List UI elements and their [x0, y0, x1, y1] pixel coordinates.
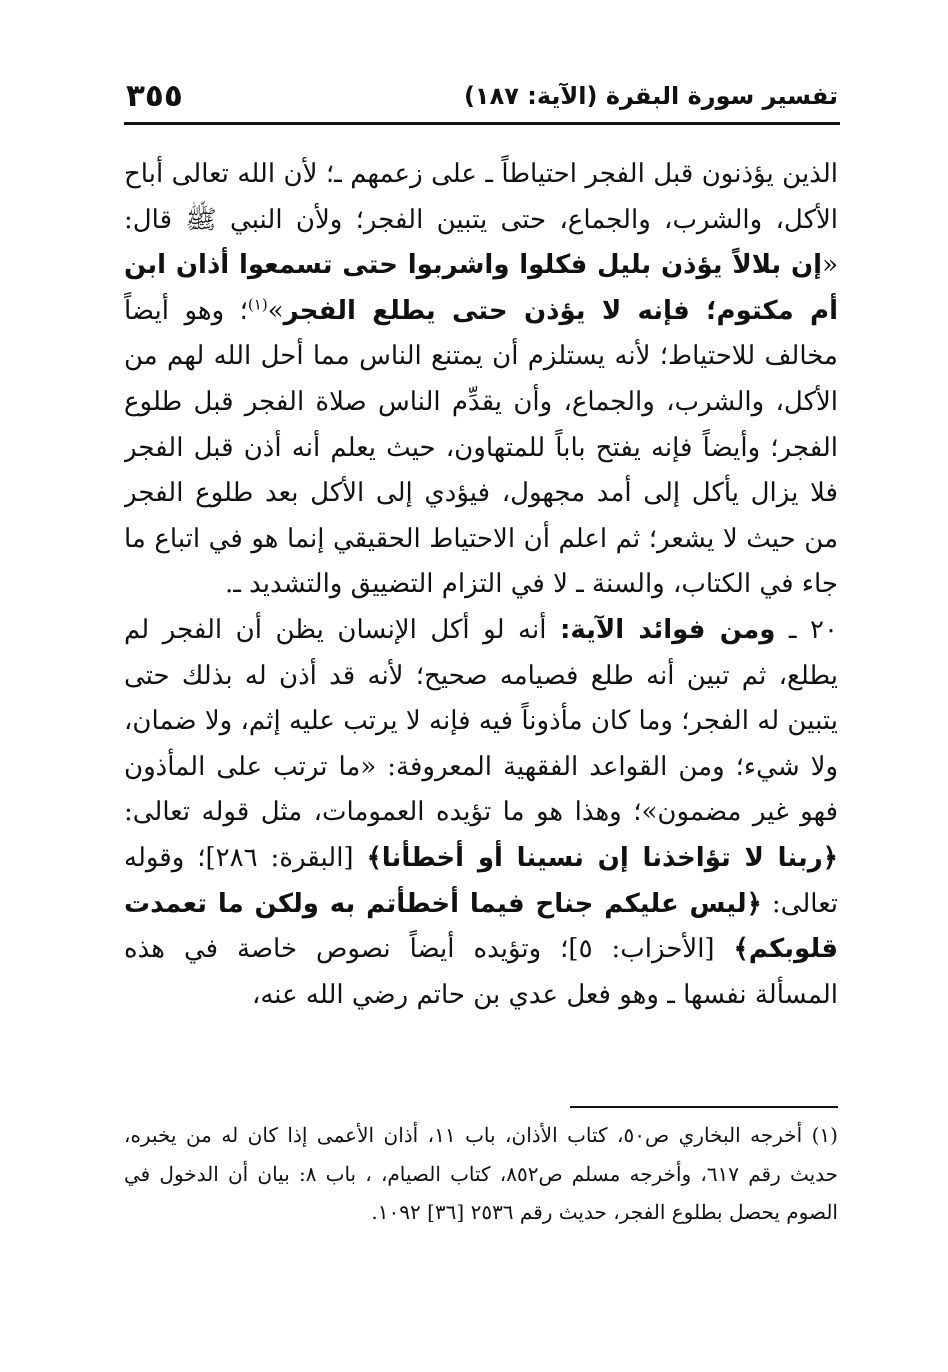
header-rule	[124, 122, 840, 125]
footnote	[124, 1116, 838, 1316]
paragraph-1	[124, 152, 838, 608]
page-number: ٣٥٥	[126, 78, 183, 114]
footnote-rule	[570, 1106, 838, 1108]
item-heading: ومن فوائد الآية:	[559, 614, 776, 645]
quran-verse-1: ﴿ربنا لا تؤاخذنا إن نسينا أو أخطأنا﴾	[366, 842, 838, 873]
hadith-quote: إن بلالاً يؤذن بليل فكلوا واشربوا حتى تسمعوا أذان ابن أم مكتوم؛ فإنه لا يؤذن حتى يطلع الفجر	[124, 250, 838, 326]
paragraph-2-citation-1: [البقرة: ٢٨٦]؛ وقوله تعالى:	[124, 842, 838, 919]
running-title: تفسير سورة البقرة (الآية: ١٨٧)	[463, 82, 838, 110]
paragraph-1-text: الذين يؤذنون قبل الفجر احتياطاً ـ على زعمهم ـ؛ لأن الله تعالى أباح الأكل، والشرب، والجماع، حتى يتبين الفجر؛ ولأن النبي ﷺ قال: «	[124, 159, 838, 281]
footnote-text: (١) أخرجه البخاري ص٥٠، كتاب الأذان، باب ١١، أذان الأعمى إذا كان له من يخبره، حديث رقم ٦١٧، وأخرجه مسلم ص٨٥٢، كتاب الصيام، ، باب ٨: بيان أن الدخول في الصوم يحصل بطلوع الفجر، حديث رقم ٢٥٣٦ [٣٦] ١٠٩٢.	[124, 1123, 838, 1224]
page-header	[126, 74, 838, 118]
item-number: ٢٠ ـ	[775, 614, 838, 645]
paragraph-2-continuation: [الأحزاب: ٥]؛ وتؤيده أيضاً نصوص خاصة في هذه المسألة نفسها ـ وهو فعل عدي بن حاتم رضي الله عنه،	[124, 934, 838, 1010]
paragraph-2-text: أنه لو أكل الإنسان يظن أن الفجر لم يطلع، ثم تبين أنه طلع فصيامه صحيح؛ لأنه قد أذن له بذلك حتى يتبين له الفجر؛ وما كان مأذوناً فيه فإنه لا يرتب عليه إثم، ولا ضمان، ولا شيء؛ ومن القواعد الفقهية المعروفة: «ما ترتب على المأذون فهو غير مضمون»؛ وهذا هو ما تؤيده العمومات، مثل قوله تعالى:	[124, 614, 838, 828]
quote-close: »	[267, 295, 284, 326]
main-text	[124, 152, 838, 1082]
quran-verse-2: ﴿ليس عليكم جناح فيما أخطأتم به ولكن ما تعمدت قلوبكم﴾	[124, 888, 838, 965]
paragraph-2	[124, 608, 838, 1018]
paragraph-1-continuation: ؛ وهو أيضاً مخالف للاحتياط؛ لأنه يستلزم أن يمتنع الناس مما أحل الله لهم من الأكل، والشرب، والجماع، وأن يقدِّم الناس صلاة الفجر قبل طلوع الفجر؛ وأيضاً فإنه يفتح باباً للمتهاون، حيث يعلم أنه أذن قبل الفجر فلا يزال يأكل إلى أمد مجهول، فيؤدي إلى الأكل بعد طلوع الفجر من حيث لا يشعر؛ ثم اعلم أن الاحتياط الحقيقي إنما هو في اتباع ما جاء في الكتاب، والسنة ـ لا في التزام التضييق والتشديد ـ.	[124, 295, 838, 600]
footnote-reference: (١)	[247, 295, 268, 314]
